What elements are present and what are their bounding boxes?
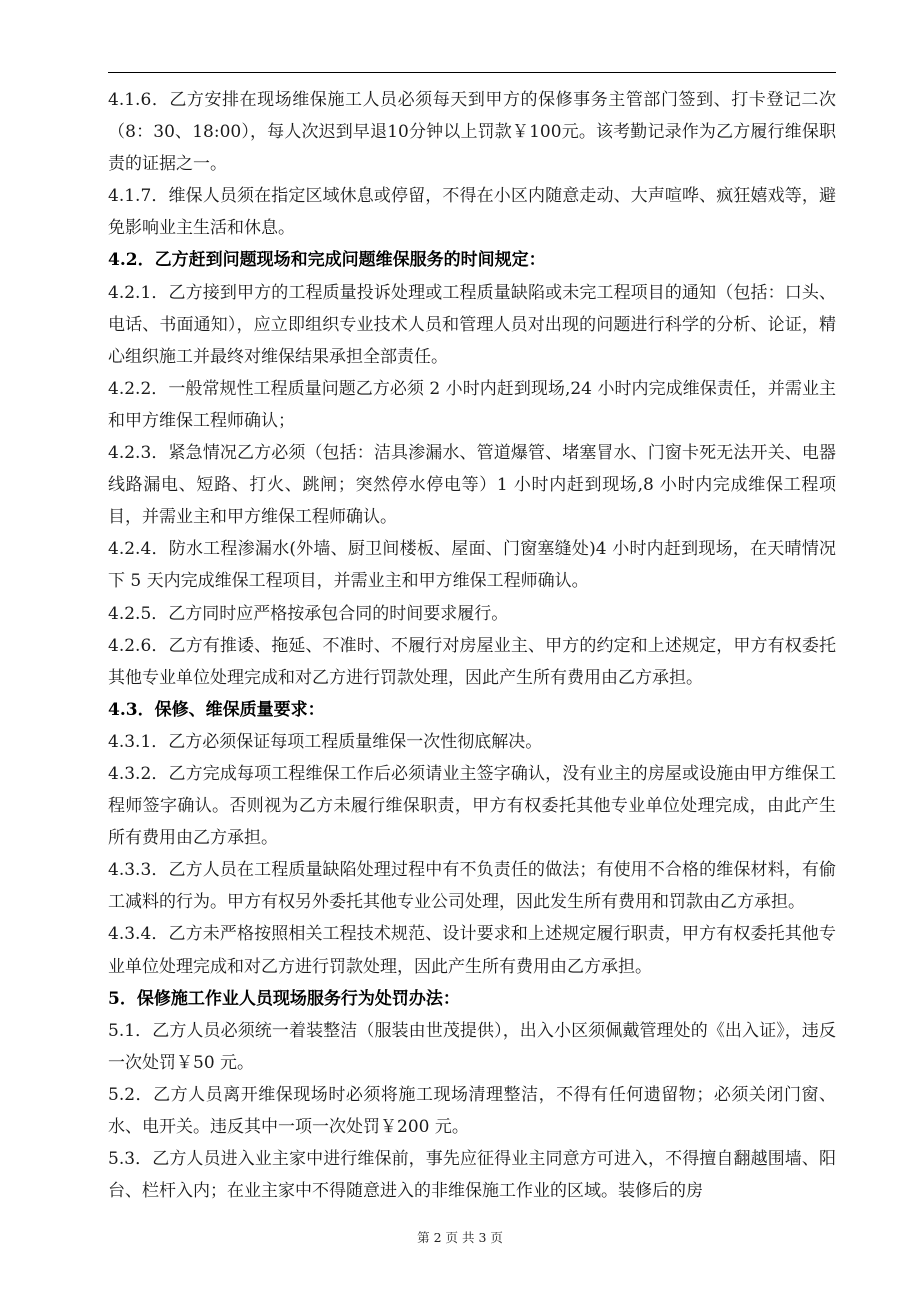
clause-4-2-6: 4.2.6．乙方有推诿、拖延、不准时、不履行对房屋业主、甲方的约定和上述规定，甲方有权委托其他专业单位处理完成和对乙方进行罚款处理，因此产生所有费用由乙方承担。 bbox=[108, 635, 836, 688]
clause-4-2-4: 4.2.4．防水工程渗漏水(外墙、厨卫间楼板、屋面、门窗塞缝处)4 小时内赶到现场，在天晴情况下 5 天内完成维保工程项目，并需业主和甲方维保工程师确认。 bbox=[108, 539, 836, 592]
clause-4-2-1: 4.2.1．乙方接到甲方的工程质量投诉处理或工程质量缺陷或未完工程项目的通知（包括：口头、电话、书面通知），应立即组织专业技术人员和管理人员对出现的问题进行科学的分析、论证，精心组织施工并最终对维保结果承担全部责任。 bbox=[108, 282, 836, 367]
clause-4-3-2: 4.3.2．乙方完成每项工程维保工作后必须请业主签字确认，没有业主的房屋或设施由甲方维保工程师签字确认。否则视为乙方未履行维保职责，甲方有权委托其他专业单位处理完成，由此产生所有费用由乙方承担。 bbox=[108, 763, 836, 849]
clause-4-1-6: 4.1.6．乙方安排在现场维保施工人员必须每天到甲方的保修事务主管部门签到、打卡登记二次（8：30、18:00），每人次迟到早退10分钟以上罚款￥100元。该考勤记录作为乙方履行维保职责的证据之一。 bbox=[108, 90, 836, 175]
section-heading-4-2: 4.2．乙方赶到问题现场和完成问题维保服务的时间规定： bbox=[108, 250, 546, 271]
clause-5-1: 5.1．乙方人员必须统一着装整洁（服装由世茂提供），出入小区须佩戴管理处的《出入证》，违反一次处罚￥50 元。 bbox=[108, 1020, 836, 1073]
section-heading-5: 5．保修施工作业人员现场服务行为处罚办法： bbox=[108, 988, 460, 1009]
section-heading-4-3: 4.3．保修、维保质量要求： bbox=[108, 699, 325, 720]
clause-4-2-3: 4.2.3．紧急情况乙方必须（包括：洁具渗漏水、管道爆管、堵塞冒水、门窗卡死无法开关、电器线路漏电、短路、打火、跳闸；突然停水停电等）1 小时内赶到现场,8 小时内完成维保工程项目，并需业主和甲方维保工程师确认。 bbox=[108, 443, 836, 528]
clause-4-3-1: 4.3.1．乙方必须保证每项工程质量维保一次性彻底解决。 bbox=[108, 731, 543, 752]
clause-4-3-3: 4.3.3．乙方人员在工程质量缺陷处理过程中有不负责任的做法；有使用不合格的维保材料，有偷工减料的行为。甲方有权另外委托其他专业公司处理，因此发生所有费用和罚款由乙方承担。 bbox=[108, 860, 836, 913]
clause-5-2: 5.2．乙方人员离开维保现场时必须将施工现场清理整洁，不得有任何遗留物；必须关闭门窗、水、电开关。违反其中一项一次处罚￥200 元。 bbox=[108, 1084, 836, 1137]
clause-4-1-7: 4.1.7．维保人员须在指定区域休息或停留，不得在小区内随意走动、大声喧哗、疯狂嬉戏等，避免影响业主生活和休息。 bbox=[108, 186, 836, 239]
header-rule bbox=[108, 72, 836, 73]
clause-4-2-2: 4.2.2．一般常规性工程质量问题乙方必须 2 小时内赶到现场,24 小时内完成维保责任，并需业主和甲方维保工程师确认； bbox=[108, 378, 836, 431]
clause-4-2-5: 4.2.5．乙方同时应严格按承包合同的时间要求履行。 bbox=[108, 603, 509, 624]
document-body bbox=[108, 84, 836, 1207]
clause-5-3: 5.3．乙方人员进入业主家中进行维保前，事先应征得业主同意方可进入，不得擅自翻越围墙、阳台、栏杆入内；在业主家中不得随意进入的非维保施工作业的区域。装修后的房 bbox=[108, 1149, 836, 1202]
clause-4-3-4: 4.3.4．乙方未严格按照相关工程技术规范、设计要求和上述规定履行职责，甲方有权委托其他专业单位处理完成和对乙方进行罚款处理，因此产生所有费用由乙方承担。 bbox=[108, 924, 836, 977]
page-number-footer: 第 2 页 共 3 页 bbox=[417, 1230, 503, 1245]
